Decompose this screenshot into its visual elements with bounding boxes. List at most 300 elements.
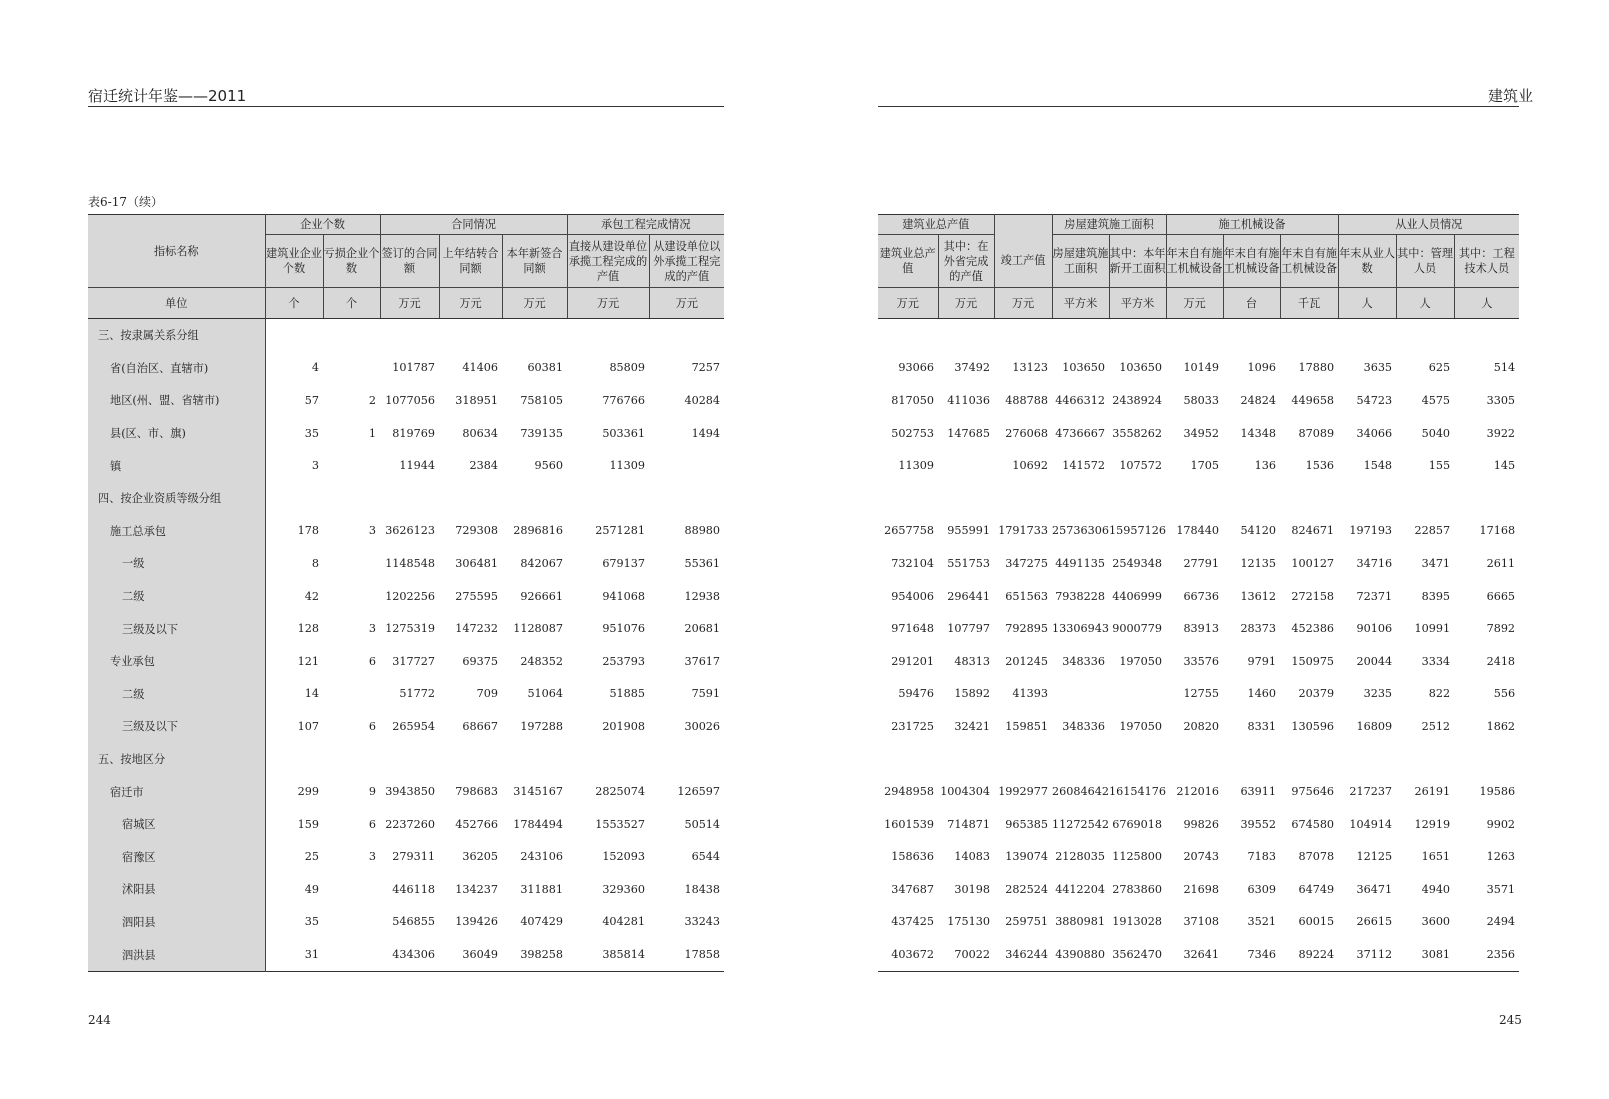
table-cell: 311881 bbox=[520, 882, 564, 896]
table-cell: 403672 bbox=[891, 948, 934, 962]
table-cell: 55361 bbox=[684, 556, 721, 570]
table-cell: 2237260 bbox=[385, 817, 436, 831]
table-cell: 10149 bbox=[1183, 361, 1220, 375]
table-cell: 3 bbox=[368, 524, 377, 538]
table-row bbox=[878, 841, 1519, 874]
column-header: 建筑业企业个数 bbox=[265, 235, 323, 288]
table-cell: 4412204 bbox=[1055, 882, 1106, 896]
table-cell: 145 bbox=[1493, 459, 1516, 473]
unit-cell: 平方米 bbox=[1052, 288, 1109, 319]
table-row bbox=[88, 352, 724, 385]
table-row bbox=[88, 873, 724, 906]
table-row bbox=[88, 645, 724, 678]
table-cell: 12755 bbox=[1183, 687, 1220, 701]
table-row bbox=[88, 384, 724, 417]
table-cell: 12125 bbox=[1356, 850, 1393, 864]
row-label: 一级 bbox=[88, 547, 265, 580]
table-cell: 546855 bbox=[392, 915, 436, 929]
table-cell bbox=[323, 678, 380, 711]
right-data-table bbox=[878, 214, 1519, 972]
table-cell: 1651 bbox=[1421, 850, 1451, 864]
table-cell: 709 bbox=[476, 687, 499, 701]
column-header: 年末自有施工机械设备 bbox=[1166, 235, 1223, 288]
table-cell: 107 bbox=[297, 719, 319, 733]
table-cell: 25 bbox=[304, 850, 319, 864]
table-cell: 503361 bbox=[602, 426, 646, 440]
unit-cell: 万元 bbox=[1166, 288, 1223, 319]
table-cell: 158636 bbox=[891, 850, 934, 864]
table-cell: 2825074 bbox=[595, 785, 646, 799]
table-cell: 7938228 bbox=[1055, 589, 1106, 603]
table-cell: 42 bbox=[304, 589, 319, 603]
column-header: 从建设单位以外承揽工程完成的产值 bbox=[649, 235, 724, 288]
table-cell: 83913 bbox=[1183, 622, 1220, 636]
table-cell: 4466312 bbox=[1055, 393, 1106, 407]
table-cell: 9791 bbox=[1247, 654, 1277, 668]
table-cell: 954006 bbox=[891, 589, 934, 603]
table-cell: 68667 bbox=[462, 719, 499, 733]
table-cell: 57 bbox=[304, 393, 319, 407]
table-cell: 51064 bbox=[527, 687, 564, 701]
table-cell: 776766 bbox=[602, 393, 646, 407]
table-cell: 674580 bbox=[1291, 817, 1335, 831]
unit-cell: 千瓦 bbox=[1280, 288, 1338, 319]
table-cell: 6769018 bbox=[1112, 817, 1163, 831]
table-cell bbox=[1454, 743, 1519, 776]
table-cell: 5040 bbox=[1421, 426, 1451, 440]
table-cell: 2896816 bbox=[513, 524, 564, 538]
table-cell: 34952 bbox=[1183, 426, 1220, 440]
table-row bbox=[878, 384, 1519, 417]
table-cell: 26191 bbox=[1414, 785, 1451, 799]
table-cell bbox=[878, 482, 938, 515]
table-cell: 34716 bbox=[1356, 556, 1393, 570]
table-cell: 141572 bbox=[1062, 459, 1106, 473]
table-cell: 926661 bbox=[520, 589, 564, 603]
column-header: 房屋建筑施工面积 bbox=[1052, 235, 1109, 288]
table-cell: 66736 bbox=[1183, 589, 1220, 603]
table-cell bbox=[1223, 482, 1280, 515]
table-cell: 1128087 bbox=[513, 622, 564, 636]
table-cell bbox=[878, 319, 938, 352]
table-row bbox=[878, 906, 1519, 939]
table-cell: 212016 bbox=[1176, 785, 1220, 799]
table-cell: 3334 bbox=[1421, 654, 1451, 668]
table-cell: 955991 bbox=[947, 524, 991, 538]
unit-cell: 人 bbox=[1396, 288, 1454, 319]
table-cell: 17168 bbox=[1479, 524, 1516, 538]
table-cell: 32421 bbox=[954, 719, 991, 733]
column-header: 其中：管理人员 bbox=[1396, 235, 1454, 288]
unit-cell: 平方米 bbox=[1109, 288, 1166, 319]
table-cell bbox=[502, 743, 567, 776]
table-row bbox=[88, 547, 724, 580]
table-cell bbox=[265, 743, 323, 776]
table-cell: 126597 bbox=[677, 785, 721, 799]
table-cell: 1077056 bbox=[385, 393, 436, 407]
table-cell bbox=[1109, 319, 1166, 352]
table-cell: 714871 bbox=[947, 817, 991, 831]
table-row bbox=[878, 417, 1519, 450]
table-cell: 407429 bbox=[520, 915, 564, 929]
table-cell: 348336 bbox=[1062, 719, 1106, 733]
table-cell: 54723 bbox=[1356, 393, 1393, 407]
table-cell: 2 bbox=[368, 393, 377, 407]
table-cell: 197193 bbox=[1349, 524, 1393, 538]
table-cell: 197050 bbox=[1119, 654, 1163, 668]
table-cell: 2494 bbox=[1486, 915, 1516, 929]
table-cell: 22857 bbox=[1414, 524, 1451, 538]
table-cell: 159851 bbox=[1005, 719, 1049, 733]
column-header: 其中：本年新开工面积 bbox=[1109, 235, 1166, 288]
table-cell: 625 bbox=[1428, 361, 1451, 375]
table-cell bbox=[994, 319, 1052, 352]
table-cell bbox=[265, 319, 323, 352]
table-cell: 31 bbox=[304, 948, 319, 962]
table-cell: 296441 bbox=[947, 589, 991, 603]
table-cell: 3922 bbox=[1486, 426, 1516, 440]
table-cell: 6 bbox=[368, 654, 377, 668]
table-cell bbox=[938, 319, 994, 352]
table-row bbox=[878, 645, 1519, 678]
table-row bbox=[878, 678, 1519, 711]
table-cell bbox=[1052, 482, 1109, 515]
table-cell: 971648 bbox=[891, 622, 934, 636]
table-cell: 201245 bbox=[1005, 654, 1049, 668]
table-cell: 1 bbox=[368, 426, 377, 440]
table-cell: 4736667 bbox=[1055, 426, 1106, 440]
table-cell: 7257 bbox=[691, 361, 721, 375]
table-cell: 398258 bbox=[520, 948, 564, 962]
table-cell: 3235 bbox=[1363, 687, 1393, 701]
table-cell: 798683 bbox=[455, 785, 499, 799]
table-cell: 385814 bbox=[602, 948, 646, 962]
table-cell: 69375 bbox=[462, 654, 499, 668]
table-row bbox=[88, 612, 724, 645]
table-cell: 41406 bbox=[462, 361, 499, 375]
left-table-body bbox=[88, 319, 724, 972]
row-label: 宿豫区 bbox=[88, 841, 265, 874]
table-cell bbox=[1223, 743, 1280, 776]
table-row bbox=[878, 482, 1519, 515]
left-header-rule bbox=[88, 106, 724, 107]
table-cell: 2611 bbox=[1486, 556, 1516, 570]
table-cell: 1913028 bbox=[1112, 915, 1163, 929]
table-cell: 502753 bbox=[891, 426, 934, 440]
column-header: 竣工产值 bbox=[994, 235, 1052, 288]
table-cell: 348336 bbox=[1062, 654, 1106, 668]
table-cell: 175130 bbox=[947, 915, 991, 929]
table-cell: 651563 bbox=[1005, 589, 1049, 603]
table-row bbox=[88, 319, 724, 352]
table-cell: 40284 bbox=[684, 393, 721, 407]
table-cell: 488788 bbox=[1005, 393, 1049, 407]
table-cell bbox=[323, 449, 380, 482]
unit-cell: 台 bbox=[1223, 288, 1280, 319]
table-cell: 85809 bbox=[609, 361, 646, 375]
table-cell: 33243 bbox=[684, 915, 721, 929]
table-cell: 1096 bbox=[1247, 361, 1277, 375]
unit-cell: 万元 bbox=[502, 288, 567, 319]
table-row bbox=[88, 710, 724, 743]
table-cell: 147685 bbox=[947, 426, 991, 440]
table-cell bbox=[567, 319, 649, 352]
table-cell: 317727 bbox=[392, 654, 436, 668]
table-cell: 26615 bbox=[1356, 915, 1393, 929]
table-cell: 434306 bbox=[392, 948, 436, 962]
table-cell: 822 bbox=[1428, 687, 1451, 701]
unit-cell: 万元 bbox=[649, 288, 724, 319]
table-cell: 346244 bbox=[1005, 948, 1049, 962]
row-label: 省(自治区、直辖市) bbox=[88, 352, 265, 385]
unit-cell: 万元 bbox=[994, 288, 1052, 319]
table-cell: 13612 bbox=[1240, 589, 1277, 603]
column-header: 本年新签合同额 bbox=[502, 235, 567, 288]
table-row bbox=[88, 841, 724, 874]
table-cell: 26084642 bbox=[1052, 785, 1109, 799]
table-cell: 217237 bbox=[1349, 785, 1393, 799]
table-row bbox=[88, 580, 724, 613]
table-cell: 12135 bbox=[1240, 556, 1277, 570]
table-cell bbox=[323, 547, 380, 580]
table-cell: 147232 bbox=[455, 622, 499, 636]
table-cell bbox=[380, 482, 439, 515]
unit-row-label: 单位 bbox=[88, 288, 265, 319]
table-row bbox=[878, 580, 1519, 613]
table-cell: 2356 bbox=[1486, 948, 1516, 962]
column-header: 其中：在外省完成的产值 bbox=[938, 235, 994, 288]
table-cell: 2657758 bbox=[884, 524, 934, 538]
table-cell: 817050 bbox=[891, 393, 934, 407]
table-cell: 276068 bbox=[1005, 426, 1049, 440]
table-cell: 3 bbox=[311, 459, 319, 473]
table-cell: 3 bbox=[368, 850, 377, 864]
column-header: 年末从业人数 bbox=[1338, 235, 1396, 288]
unit-cell: 个 bbox=[265, 288, 323, 319]
table-row bbox=[878, 547, 1519, 580]
table-cell: 291201 bbox=[891, 654, 934, 668]
table-cell bbox=[1052, 678, 1109, 711]
row-label: 三级及以下 bbox=[88, 612, 265, 645]
table-cell: 104914 bbox=[1349, 817, 1393, 831]
table-cell: 14 bbox=[304, 687, 319, 701]
group-header-blank bbox=[994, 215, 1052, 235]
table-cell: 15892 bbox=[954, 687, 991, 701]
table-cell: 201908 bbox=[602, 719, 646, 733]
right-table-body bbox=[878, 319, 1519, 972]
table-cell: 36471 bbox=[1356, 882, 1393, 896]
table-cell: 37492 bbox=[954, 361, 991, 375]
table-row bbox=[88, 482, 724, 515]
table-cell: 20044 bbox=[1356, 654, 1393, 668]
table-cell bbox=[649, 743, 724, 776]
table-cell: 35 bbox=[304, 426, 319, 440]
table-cell: 49 bbox=[304, 882, 319, 896]
table-cell: 90106 bbox=[1356, 622, 1393, 636]
table-cell bbox=[649, 319, 724, 352]
table-cell bbox=[323, 319, 380, 352]
column-header: 上年结转合同额 bbox=[439, 235, 502, 288]
table-cell bbox=[567, 482, 649, 515]
table-cell: 551753 bbox=[947, 556, 991, 570]
table-cell: 107797 bbox=[947, 622, 991, 636]
table-cell: 41393 bbox=[1012, 687, 1049, 701]
group-header-enterprises: 企业个数 bbox=[265, 215, 380, 235]
table-cell: 1202256 bbox=[385, 589, 436, 603]
table-cell: 819769 bbox=[392, 426, 436, 440]
table-cell: 150975 bbox=[1291, 654, 1335, 668]
right-header-rule bbox=[878, 106, 1519, 107]
table-row bbox=[88, 775, 724, 808]
table-cell: 87078 bbox=[1298, 850, 1335, 864]
table-cell: 2418 bbox=[1486, 654, 1516, 668]
table-cell: 282524 bbox=[1005, 882, 1049, 896]
table-row bbox=[878, 710, 1519, 743]
table-cell: 30198 bbox=[954, 882, 991, 896]
table-cell: 6 bbox=[368, 817, 377, 831]
row-label: 二级 bbox=[88, 580, 265, 613]
table-cell: 3562470 bbox=[1112, 948, 1163, 962]
table-cell bbox=[380, 743, 439, 776]
table-caption: 表6-17（续） bbox=[88, 195, 163, 209]
table-cell: 452386 bbox=[1291, 622, 1335, 636]
table-cell: 93066 bbox=[898, 361, 934, 375]
row-label: 五、按地区分 bbox=[88, 743, 265, 776]
table-cell: 4406999 bbox=[1112, 589, 1163, 603]
column-header: 年末自有施工机械设备 bbox=[1280, 235, 1338, 288]
table-cell: 446118 bbox=[392, 882, 436, 896]
table-cell: 48313 bbox=[954, 654, 991, 668]
table-cell: 178 bbox=[297, 524, 319, 538]
table-cell: 1125800 bbox=[1112, 850, 1163, 864]
table-cell: 975646 bbox=[1291, 785, 1335, 799]
table-cell: 411036 bbox=[947, 393, 991, 407]
unit-cell: 个 bbox=[323, 288, 380, 319]
table-cell bbox=[1454, 319, 1519, 352]
table-cell: 99826 bbox=[1183, 817, 1220, 831]
table-cell: 35 bbox=[304, 915, 319, 929]
table-cell: 732104 bbox=[891, 556, 934, 570]
unit-cell: 万元 bbox=[567, 288, 649, 319]
table-cell: 6665 bbox=[1486, 589, 1516, 603]
row-label: 三、按隶属关系分组 bbox=[88, 319, 265, 352]
table-cell: 139074 bbox=[1005, 850, 1049, 864]
table-row bbox=[878, 743, 1519, 776]
table-cell: 72371 bbox=[1356, 589, 1393, 603]
table-cell: 20743 bbox=[1183, 850, 1220, 864]
table-cell: 101787 bbox=[392, 361, 436, 375]
table-row bbox=[878, 873, 1519, 906]
table-cell: 2783860 bbox=[1112, 882, 1163, 896]
table-cell: 58033 bbox=[1183, 393, 1220, 407]
table-cell: 3305 bbox=[1486, 393, 1516, 407]
table-cell: 279311 bbox=[392, 850, 436, 864]
table-cell: 70022 bbox=[954, 948, 991, 962]
table-cell bbox=[1338, 743, 1396, 776]
table-cell: 275595 bbox=[455, 589, 499, 603]
row-label: 宿城区 bbox=[88, 808, 265, 841]
table-row bbox=[88, 906, 724, 939]
table-cell: 197288 bbox=[520, 719, 564, 733]
column-header: 直接从建设单位承揽工程完成的产值 bbox=[567, 235, 649, 288]
table-cell: 1536 bbox=[1305, 459, 1335, 473]
table-cell bbox=[502, 482, 567, 515]
table-cell bbox=[878, 743, 938, 776]
table-cell bbox=[938, 449, 994, 482]
table-cell: 1791733 bbox=[998, 524, 1049, 538]
table-cell: 1784494 bbox=[513, 817, 564, 831]
table-cell: 437425 bbox=[891, 915, 934, 929]
table-cell: 941068 bbox=[602, 589, 646, 603]
table-cell: 37108 bbox=[1183, 915, 1220, 929]
table-row bbox=[88, 938, 724, 971]
table-row bbox=[88, 808, 724, 841]
table-cell: 1148548 bbox=[385, 556, 436, 570]
table-cell bbox=[1280, 319, 1338, 352]
table-cell: 253793 bbox=[602, 654, 646, 668]
table-cell: 11272542 bbox=[1052, 817, 1109, 831]
table-cell: 121 bbox=[297, 654, 319, 668]
table-cell: 152093 bbox=[602, 850, 646, 864]
table-cell: 33576 bbox=[1183, 654, 1220, 668]
table-cell bbox=[1109, 678, 1166, 711]
table-row bbox=[878, 352, 1519, 385]
group-header-contracts: 合同情况 bbox=[380, 215, 567, 235]
table-cell: 12938 bbox=[684, 589, 721, 603]
unit-cell: 万元 bbox=[380, 288, 439, 319]
table-cell bbox=[1052, 319, 1109, 352]
table-cell: 134237 bbox=[455, 882, 499, 896]
table-cell: 20681 bbox=[684, 622, 721, 636]
table-cell bbox=[323, 482, 380, 515]
table-cell: 11309 bbox=[898, 459, 934, 473]
row-label: 四、按企业资质等级分组 bbox=[88, 482, 265, 515]
left-data-table bbox=[88, 214, 724, 972]
table-cell: 11944 bbox=[399, 459, 436, 473]
table-cell: 6544 bbox=[691, 850, 721, 864]
table-cell: 1862 bbox=[1486, 719, 1516, 733]
table-cell: 4575 bbox=[1421, 393, 1451, 407]
table-cell: 51772 bbox=[399, 687, 436, 701]
table-cell bbox=[1166, 319, 1223, 352]
table-cell: 103650 bbox=[1119, 361, 1163, 375]
table-cell: 7591 bbox=[691, 687, 721, 701]
table-cell: 60381 bbox=[527, 361, 564, 375]
table-cell: 3571 bbox=[1486, 882, 1516, 896]
table-cell: 299 bbox=[297, 785, 319, 799]
table-cell: 758105 bbox=[520, 393, 564, 407]
table-cell: 2571281 bbox=[595, 524, 646, 538]
table-cell: 54120 bbox=[1240, 524, 1277, 538]
unit-cell: 人 bbox=[1454, 288, 1519, 319]
table-cell bbox=[567, 743, 649, 776]
unit-cell: 万元 bbox=[938, 288, 994, 319]
table-cell: 2438924 bbox=[1112, 393, 1163, 407]
table-row bbox=[878, 319, 1519, 352]
table-cell: 30026 bbox=[684, 719, 721, 733]
table-cell: 4390880 bbox=[1055, 948, 1106, 962]
row-label: 县(区、市、旗) bbox=[88, 417, 265, 450]
table-cell: 1992977 bbox=[998, 785, 1049, 799]
table-cell bbox=[1166, 743, 1223, 776]
table-cell: 3880981 bbox=[1055, 915, 1106, 929]
table-cell: 103650 bbox=[1062, 361, 1106, 375]
table-cell: 449658 bbox=[1291, 393, 1335, 407]
table-cell: 14083 bbox=[954, 850, 991, 864]
table-cell: 197050 bbox=[1119, 719, 1163, 733]
table-cell: 1275319 bbox=[385, 622, 436, 636]
column-header: 年末自有施工机械设备 bbox=[1223, 235, 1280, 288]
